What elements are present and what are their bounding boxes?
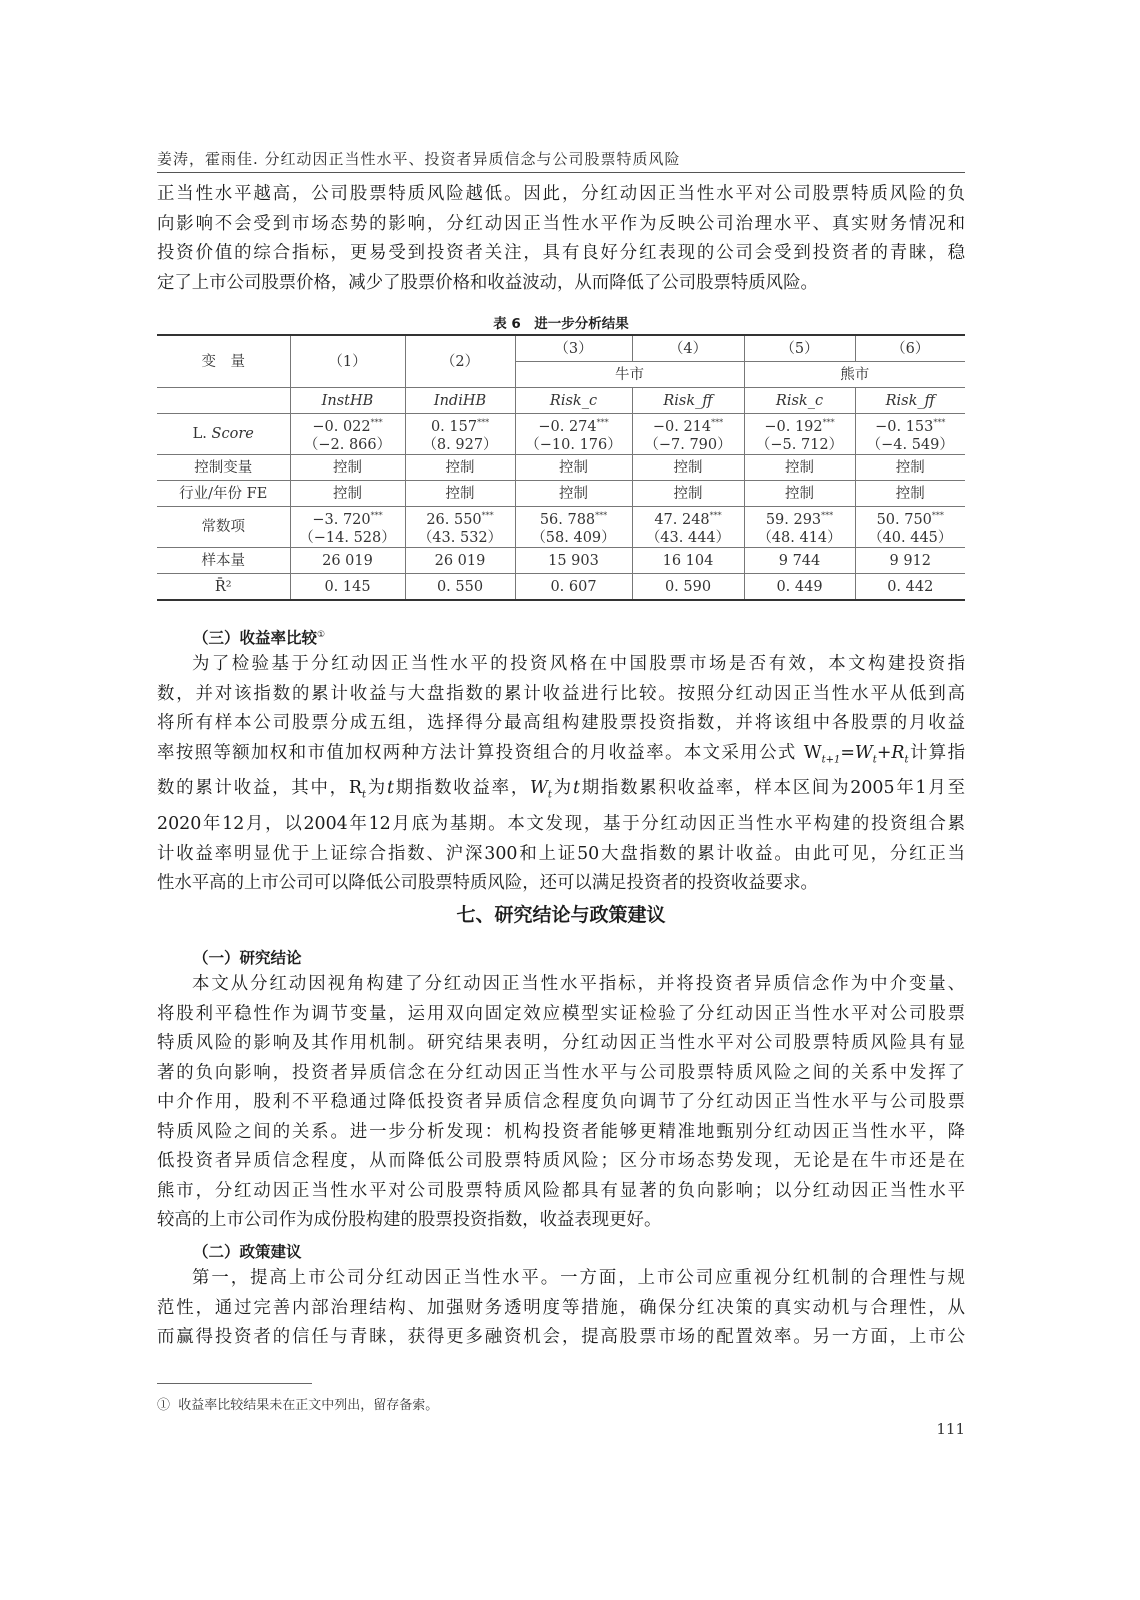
table-header-row (157, 335, 965, 362)
text-line: 特质风险之间的关系。进一步分析发现：机构投资者能够更精准地甄别分红动因正当性水平，降 (157, 1121, 965, 1142)
section-heading (193, 626, 325, 648)
coef-cell (632, 414, 744, 455)
footnote-ref[interactable]: ① (317, 629, 326, 640)
formula-sub: t (904, 753, 909, 765)
coef-value: −3. 720 (312, 511, 371, 528)
t-stat: （43. 532） (417, 529, 503, 546)
t-stat: （−14. 528） (299, 529, 396, 546)
running-head: 姜涛，霍雨佳. 分红动因正当性水平、投资者异质信念与公司股票特质风险 (157, 150, 681, 168)
value-cell: 控制 (744, 481, 855, 507)
coef-cell (632, 507, 744, 548)
text-line: 低投资者异质信念程度，从而降低公司股票特质风险；区分市场态势发现，无论是在牛市还是在 (157, 1151, 965, 1171)
t-stat: （−10. 176） (525, 436, 622, 453)
results-table (157, 334, 965, 601)
coef-value: 0. 157 (430, 418, 478, 435)
coef-cell (515, 414, 632, 455)
coef-cell (744, 414, 855, 455)
text-line-formula (157, 739, 965, 775)
policy-paragraph (157, 1264, 965, 1353)
text-line: 为了检验基于分红动因正当性水平的投资风格在中国股票市场是否有效，本文构建投资指 (192, 654, 965, 674)
text-line: 2020年12月，以2004年12月底为基期。本文发现，基于分红动因正当性水平构建的投资组合累 (157, 814, 965, 835)
dep-var: Risk_c (744, 388, 855, 414)
value-cell: 9 744 (744, 548, 855, 574)
text-line: 本文从分红动因视角构建了分红动因正当性水平指标，并将投资者异质信念作为中介变量、 (192, 974, 965, 994)
value-cell: 控制 (515, 455, 632, 481)
dep-var: Risk_ff (632, 388, 744, 414)
text-line: 而赢得投资者的信任与青睐，获得更多融资机会，提高股票市场的配置效率。另一方面，上市公 (157, 1327, 965, 1347)
coef-value: 50. 750 (876, 511, 932, 528)
text-line: 向影响不会受到市场态势的影响，分红动因正当性水平作为反映公司治理水平、真实财务情况和 (157, 213, 965, 234)
section-heading-text: （三）收益率比较 (193, 629, 318, 647)
intro-paragraph (157, 180, 965, 298)
value-cell: 控制 (405, 455, 515, 481)
dep-var: IndiHB (405, 388, 515, 414)
value-cell: 控制 (855, 481, 965, 507)
text-line: 较高的上市公司作为成份股构建的股票投资指数，收益表现更好。 (157, 1210, 662, 1230)
significance-stars: *** (931, 511, 944, 521)
text-segment: 数的累计收益，其中，R (157, 778, 362, 799)
text-segment: 期指数收益率， (393, 778, 531, 799)
value-cell: 0. 590 (632, 574, 744, 601)
conclusion-paragraph (157, 970, 965, 1236)
row-label: 控制变量 (157, 455, 290, 481)
coef-value: −0. 153 (875, 418, 934, 435)
text-line: 熊市，分红动因正当性水平对公司股票特质风险都具有显著的负向影响；以分红动因正当性水平 (157, 1180, 965, 1201)
significance-stars: *** (711, 418, 724, 428)
coef-cell (405, 507, 515, 548)
coef-value: −0. 192 (764, 418, 823, 435)
t-stat: （−5. 712） (755, 436, 844, 453)
table-row-r2 (157, 574, 965, 601)
variable-header: 变 量 (157, 335, 290, 388)
coef-value: 56. 788 (539, 511, 596, 528)
coef-cell (855, 507, 965, 548)
formula-w: W (854, 742, 873, 763)
significance-stars: *** (822, 418, 835, 428)
significance-stars: *** (933, 418, 946, 428)
footnote-rule (157, 1383, 312, 1384)
text-line: 著的负向影响，投资者异质信念在分红动因正当性水平与公司股票特质风险之间的关系中发挥了 (157, 1062, 965, 1083)
row-label: 样本量 (157, 548, 290, 574)
text-line (157, 774, 965, 810)
col-number: （1） (290, 335, 405, 388)
coef-value: −0. 022 (312, 418, 371, 435)
page-number: 111 (936, 1420, 965, 1438)
t-stat: （40. 445） (868, 529, 953, 546)
t-stat: （−2. 866） (303, 436, 392, 453)
text-line: 计收益率明显优于上证综合指数、沪深300和上证50大盘指数的累计收益。由此可见，分红正当 (157, 843, 965, 864)
value-cell: 0. 550 (405, 574, 515, 601)
footnote (157, 1394, 438, 1413)
row-label-prefix: L. (192, 426, 212, 442)
coef-cell (744, 507, 855, 548)
value-cell: 15 903 (515, 548, 632, 574)
table-title: 表 6 进一步分析结果 (493, 316, 629, 332)
table-depvar-row (157, 388, 965, 414)
table-row-n (157, 548, 965, 574)
t-stat: （43. 444） (645, 529, 731, 546)
dep-var: Risk_ff (855, 388, 965, 414)
text-line: 性水平高的上市公司可以降低公司股票特质风险，还可以满足投资者的投资收益要求。 (157, 873, 818, 894)
value-cell: 控制 (632, 481, 744, 507)
value-cell: 0. 607 (515, 574, 632, 601)
significance-stars: *** (821, 511, 834, 521)
table-row-fe (157, 481, 965, 507)
value-cell: 控制 (632, 455, 744, 481)
value-cell: 控制 (515, 481, 632, 507)
var-t: t (572, 778, 580, 799)
dep-var: InstHB (290, 388, 405, 414)
subsection-heading: （一）研究结论 (193, 949, 302, 967)
text-segment: 率按照等额加权和市值加权两种方法计算投资组合的月收益率。本文采用公式 W (157, 742, 822, 763)
table-row-lscore (157, 414, 965, 455)
subsection-heading: （二）政策建议 (193, 1243, 302, 1261)
value-cell: 控制 (290, 455, 405, 481)
formula-r: R (891, 742, 905, 763)
row-label (157, 414, 290, 455)
value-cell: 16 104 (632, 548, 744, 574)
value-cell: 控制 (855, 455, 965, 481)
value-cell: 0. 145 (290, 574, 405, 601)
text-line: 将所有样本公司股票分成五组，选择得分最高组构建股票投资指数，并将该组中各股票的月收益 (157, 713, 965, 733)
significance-stars: *** (709, 511, 722, 521)
text-segment: 计算指 (908, 742, 965, 763)
col-number: （2） (405, 335, 515, 388)
table-row-controls (157, 455, 965, 481)
formula-plus: + (876, 742, 892, 763)
value-cell: 0. 442 (855, 574, 965, 601)
formula-sub: t (872, 753, 877, 765)
coef-value: 47. 248 (654, 511, 710, 528)
table-row-constant (157, 507, 965, 548)
group-bull-market: 牛市 (515, 362, 744, 388)
row-label: R̄² (157, 574, 290, 601)
text-line: 中介作用，股利不平稳通过降低投资者异质信念程度负向调节了分红动因正当性水平与公司股票 (157, 1092, 965, 1112)
t-stat: （−7. 790） (644, 436, 732, 453)
value-cell: 9 912 (855, 548, 965, 574)
t-stat: （8. 927） (422, 436, 498, 453)
value-cell: 26 019 (405, 548, 515, 574)
section3-paragraph (157, 650, 965, 899)
text-line: 第一，提高上市公司分红动因正当性水平。一方面，上市公司应重视分红机制的合理性与规 (192, 1268, 965, 1288)
col-number: （6） (855, 335, 965, 362)
col-number: （5） (744, 335, 855, 362)
var-t: t (386, 778, 394, 799)
text-line: 范性，通过完善内部治理结构、加强财务透明度等措施，确保分红决策的真实动机与合理性，从 (157, 1297, 965, 1318)
significance-stars: *** (370, 511, 383, 521)
var-sub: t (547, 789, 552, 801)
significance-stars: *** (370, 418, 383, 428)
coef-cell (855, 414, 965, 455)
coef-cell (290, 507, 405, 548)
coef-cell (515, 507, 632, 548)
text-line: 定了上市公司股票价格，减少了股票价格和收益波动，从而降低了公司股票特质风险。 (157, 272, 818, 293)
t-stat: （−4. 549） (866, 436, 954, 453)
t-stat: （48. 414） (757, 529, 842, 546)
value-cell: 控制 (405, 481, 515, 507)
coef-value: −0. 274 (538, 418, 597, 435)
t-stat: （58. 409） (531, 529, 616, 546)
coef-value: 59. 293 (765, 511, 822, 528)
value-cell: 0. 449 (744, 574, 855, 601)
formula-sub: t+1 (821, 753, 841, 765)
footnote-text: 收益率比较结果未在正文中列出，留存备索。 (178, 1398, 439, 1413)
text-line: 投资价值的综合指标，更易受到投资者关注，具有良好分红表现的公司会受到投资者的青睐，稳 (157, 243, 965, 263)
row-label: 常数项 (157, 507, 290, 548)
coef-value: −0. 214 (652, 418, 712, 435)
formula-eq: = (840, 742, 855, 763)
value-cell: 控制 (290, 481, 405, 507)
footnote-marker: ① (157, 1398, 171, 1413)
coef-cell (405, 414, 515, 455)
text-line: 数，并对该指数的累计收益与大盘指数的累计收益进行比较。按照分红动因正当性水平从低到高 (157, 683, 965, 704)
dep-var: Risk_c (515, 388, 632, 414)
header-rule (157, 172, 965, 173)
value-cell: 控制 (744, 455, 855, 481)
significance-stars: *** (595, 511, 608, 521)
col-number: （3） (515, 335, 632, 362)
col-number: （4） (632, 335, 744, 362)
text-line: 将股利平稳性作为调节变量，运用双向固定效应模型实证检验了分红动因正当性水平对公司股票 (157, 1003, 965, 1024)
var-w: W (530, 778, 548, 799)
row-label: 行业/年份 FE (157, 481, 290, 507)
chapter-heading: 七、研究结论与政策建议 (456, 904, 666, 926)
text-segment: 期指数累积收益率，样本区间为2005年1月至 (579, 778, 965, 799)
text-segment: 为 (365, 778, 387, 799)
group-bear-market: 熊市 (744, 362, 965, 388)
text-line: 正当性水平越高，公司股票特质风险越低。因此，分红动因正当性水平对公司股票特质风险的负 (157, 184, 965, 204)
significance-stars: *** (596, 418, 609, 428)
row-label-italic: Score (211, 426, 254, 442)
text-line: 特质风险的影响及其作用机制。研究结果表明，分红动因正当性水平对公司股票特质风险具有显 (157, 1033, 965, 1053)
coef-value: 26. 550 (426, 511, 482, 528)
coef-cell (290, 414, 405, 455)
significance-stars: *** (481, 511, 494, 521)
significance-stars: *** (477, 418, 490, 428)
value-cell: 26 019 (290, 548, 405, 574)
empty-cell (157, 388, 290, 414)
text-segment: 为 (551, 778, 573, 799)
var-sub: t (361, 789, 366, 801)
